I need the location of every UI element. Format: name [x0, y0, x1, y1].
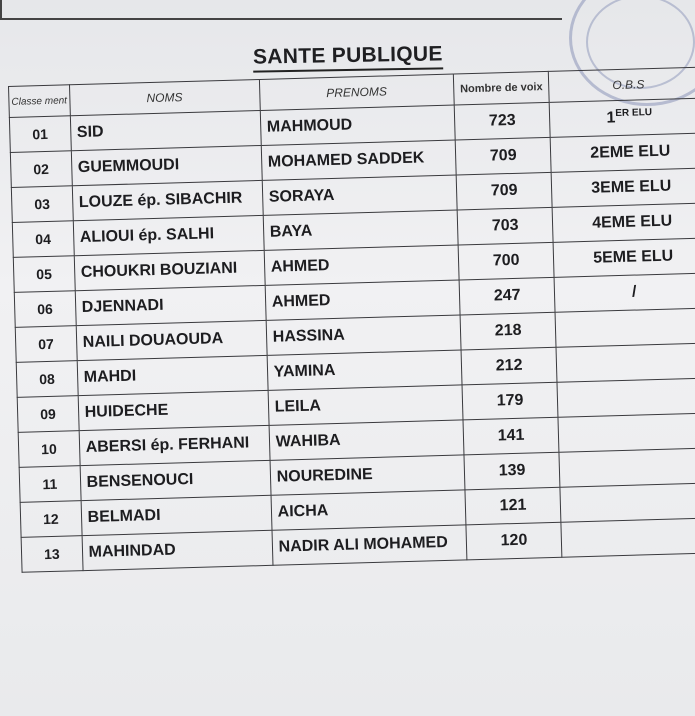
header-noms: NOMS: [69, 79, 260, 115]
cell-votes: 247: [459, 277, 555, 315]
cell-votes: 700: [458, 242, 554, 280]
cell-nom: GUEMMOUDI: [71, 145, 262, 185]
cell-rank: 02: [10, 151, 72, 188]
header-votes: Nombre de voix: [453, 71, 549, 105]
cell-prenom: AICHA: [271, 490, 466, 530]
cell-nom: BELMADI: [81, 495, 272, 535]
obs-suffix: ER ELU: [615, 107, 653, 120]
cell-votes: 703: [457, 207, 553, 245]
cell-votes: 120: [466, 522, 562, 560]
page-title: SANTE PUBLIQUE: [253, 42, 443, 72]
cell-votes: 723: [454, 102, 550, 140]
cell-prenom: NADIR ALI MOHAMED: [272, 525, 467, 565]
cell-prenom: LEILA: [268, 385, 463, 425]
cell-nom: ABERSI ép. FERHANI: [79, 425, 270, 465]
cell-nom: BENSENOUCI: [80, 460, 271, 500]
cell-obs: [558, 413, 695, 452]
cell-rank: 12: [20, 501, 82, 538]
cell-obs: [561, 518, 695, 557]
header-rank: Classe ment: [9, 85, 70, 118]
cell-prenom: NOUREDINE: [270, 455, 465, 495]
cell-rank: 01: [9, 116, 71, 153]
cell-votes: 121: [465, 487, 561, 525]
obs-rank-number: 1: [606, 109, 616, 127]
cell-prenom: AHMED: [264, 245, 459, 285]
cell-rank: 13: [21, 536, 83, 573]
cell-obs: 5EME ELU: [553, 238, 695, 277]
cell-nom: LOUZE ép. SIBACHIR: [72, 180, 263, 220]
cell-votes: 709: [456, 172, 552, 210]
header-obs: O.B.S: [549, 67, 695, 102]
cell-rank: 09: [17, 396, 79, 433]
cell-nom: MAHINDAD: [82, 530, 273, 570]
cell-rank: 11: [19, 466, 81, 503]
results-table-wrapper: [8, 66, 695, 572]
cell-obs: [555, 308, 695, 347]
cell-nom: CHOUKRI BOUZIANI: [74, 250, 265, 290]
results-table: [8, 66, 695, 572]
cell-prenom: AHMED: [265, 280, 460, 320]
cell-rank: 10: [18, 431, 80, 468]
cell-prenom: YAMINA: [267, 350, 462, 390]
cell-rank: 07: [15, 326, 77, 363]
cell-nom: SID: [70, 110, 261, 150]
cell-prenom: WAHIBA: [269, 420, 464, 460]
cell-prenom: SORAYA: [262, 175, 457, 215]
header-prenoms: PRENOMS: [259, 74, 454, 110]
cell-obs: /: [554, 273, 695, 312]
cell-obs: [550, 98, 695, 137]
cell-obs: [560, 483, 695, 522]
cell-rank: 08: [16, 361, 78, 398]
cell-votes: 139: [464, 452, 560, 490]
cell-nom: MAHDI: [77, 355, 268, 395]
cell-nom: ALIOUI ép. SALHI: [73, 215, 264, 255]
cell-obs: [556, 343, 695, 382]
cell-prenom: BAYA: [263, 210, 458, 250]
cell-prenom: MOHAMED SADDEK: [261, 140, 456, 180]
cell-votes: 141: [463, 417, 559, 455]
cell-nom: HUIDECHE: [78, 390, 269, 430]
cell-nom: DJENNADI: [75, 285, 266, 325]
cell-obs: 4EME ELU: [552, 203, 695, 242]
cell-rank: 05: [13, 256, 75, 293]
cell-prenom: MAHMOUD: [260, 105, 455, 145]
cell-obs: 3EME ELU: [552, 168, 695, 207]
cell-votes: 179: [462, 382, 558, 420]
cell-votes: 709: [455, 137, 551, 175]
cell-obs: [557, 378, 695, 417]
cell-prenom: HASSINA: [266, 315, 461, 355]
cell-votes: 212: [461, 347, 557, 385]
previous-table-edge: [0, 0, 562, 20]
cell-rank: 03: [11, 186, 73, 223]
cell-obs: 2EME ELU: [551, 133, 695, 172]
cell-votes: 218: [460, 312, 556, 350]
cell-rank: 04: [12, 221, 74, 258]
cell-rank: 06: [14, 291, 76, 328]
cell-nom: NAILI DOUAOUDA: [76, 320, 267, 360]
cell-obs: [559, 448, 695, 487]
